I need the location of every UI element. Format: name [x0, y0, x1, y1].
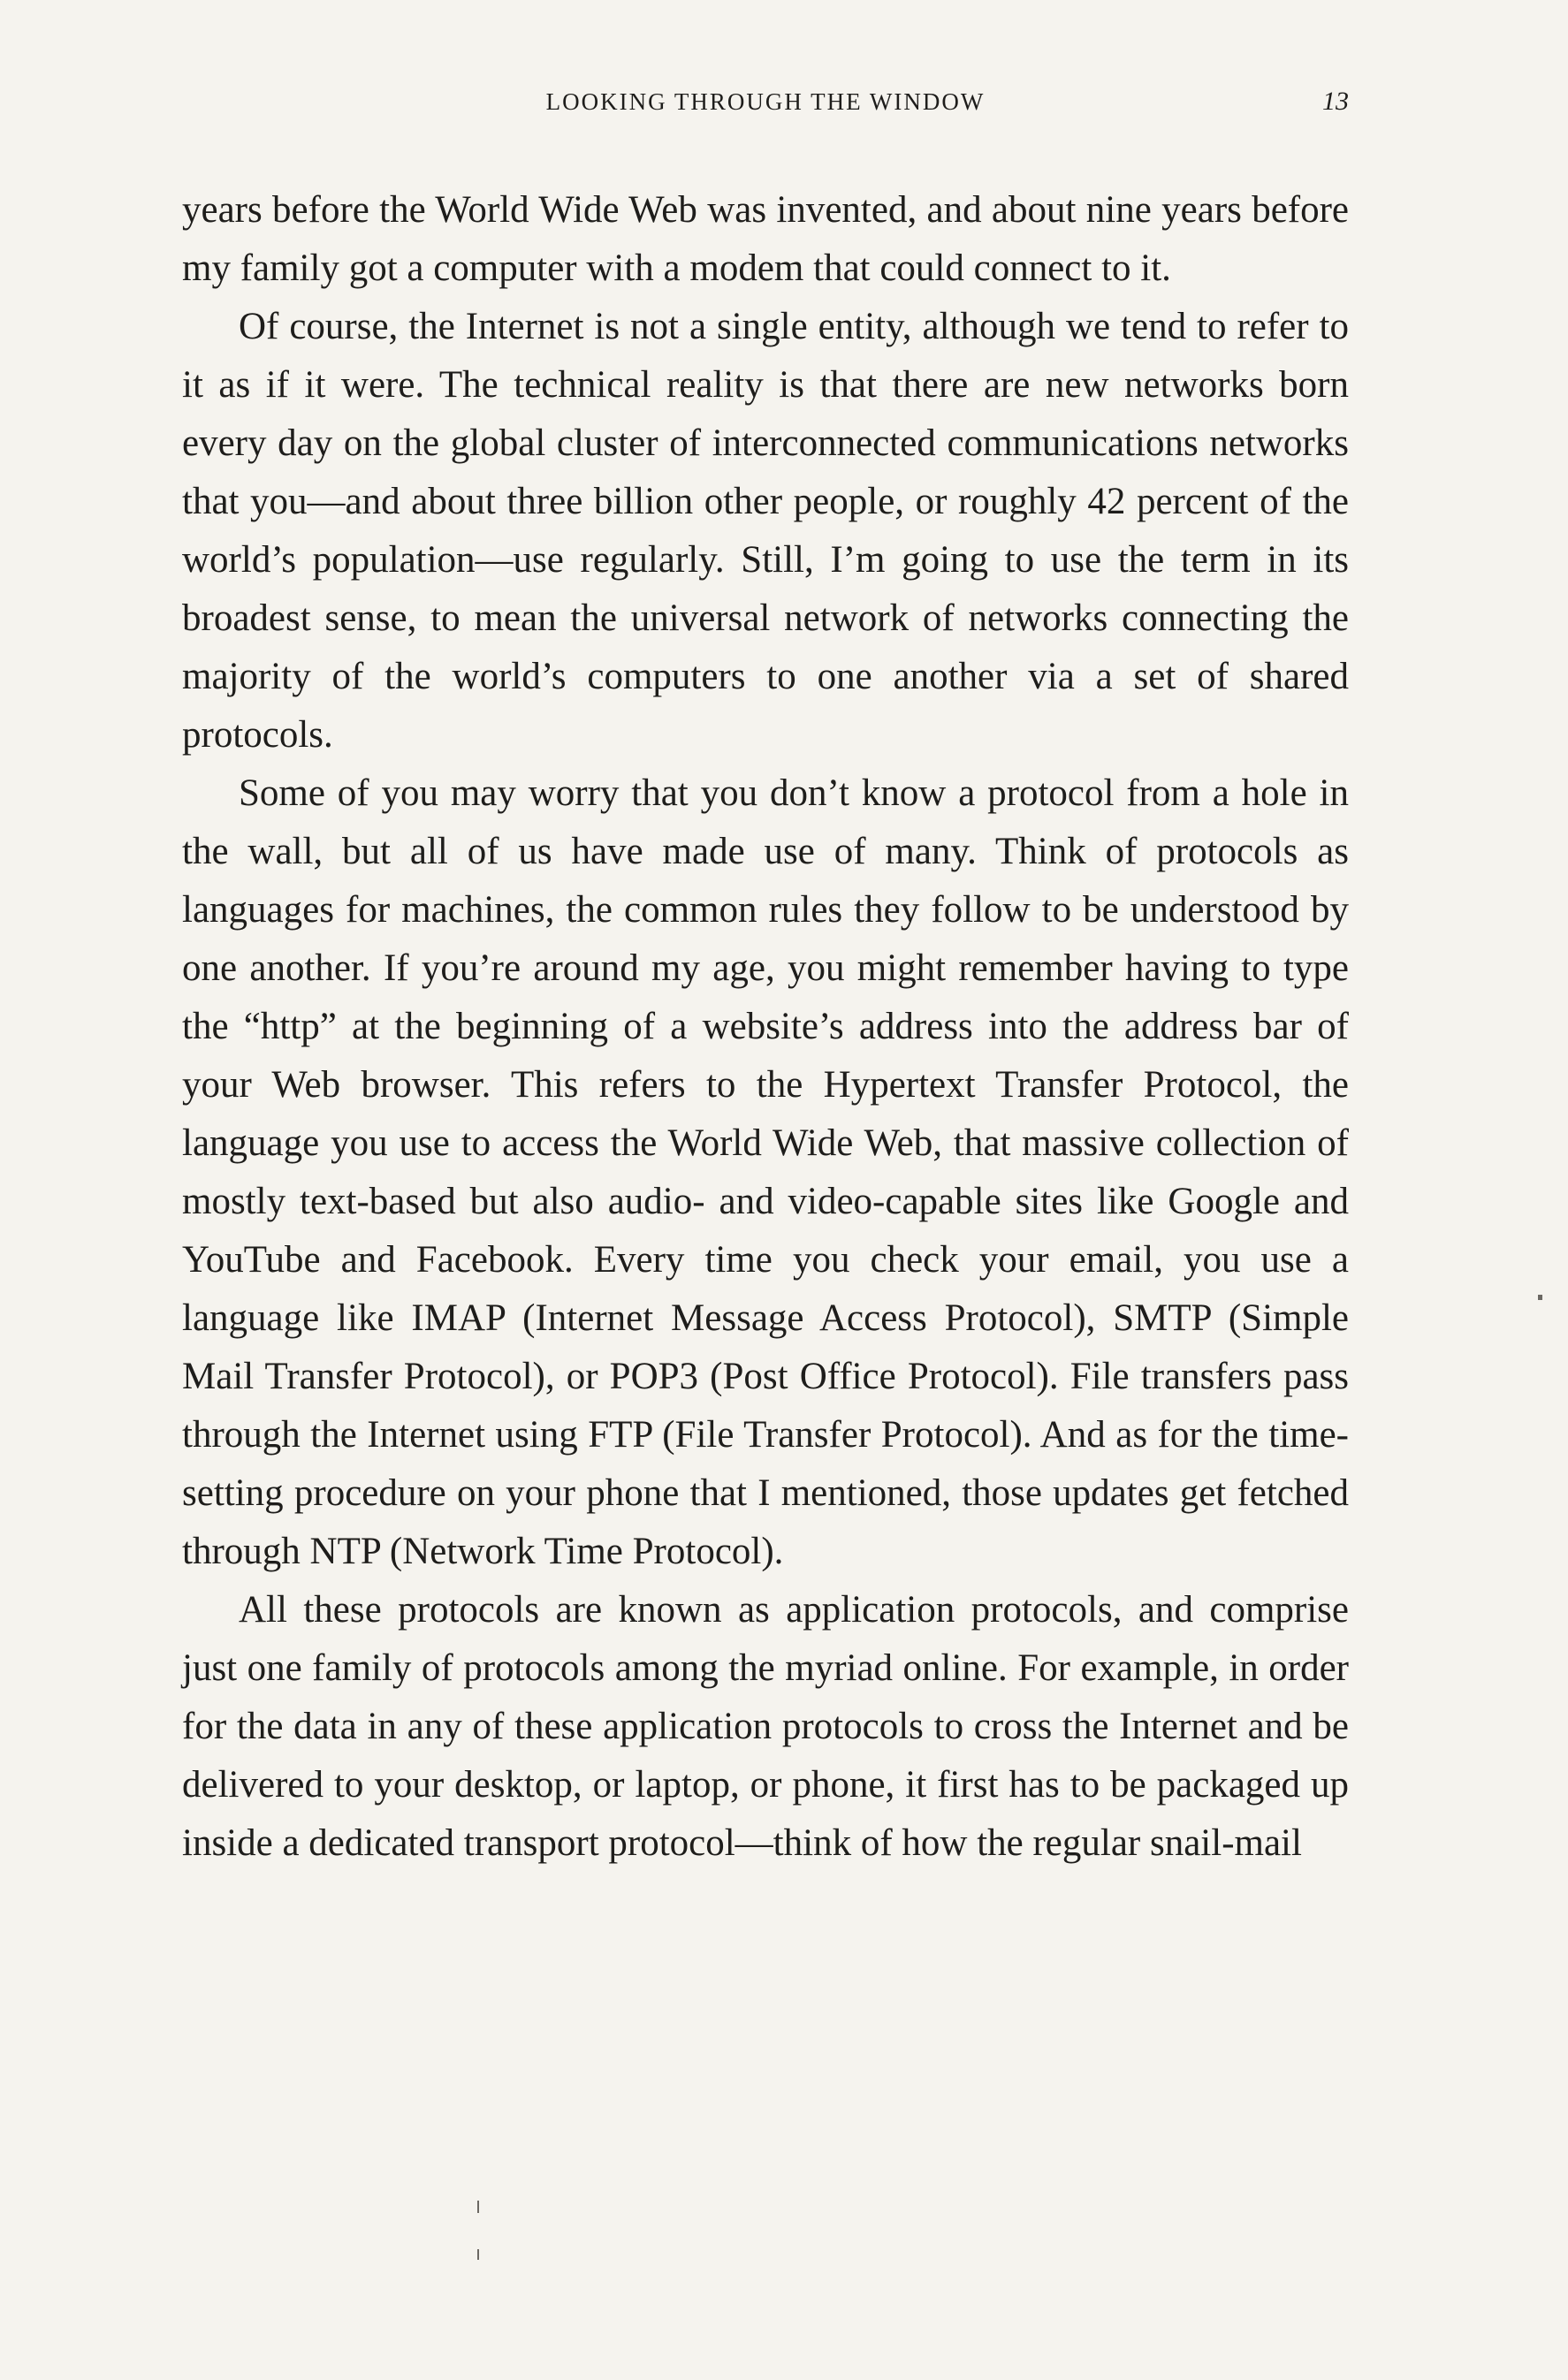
paragraph-application-protocols: All these protocols are known as application protocols, and comprise just one family of protocols among the myriad online. For example, in order for the data in any of these application protocols to cross the Internet and be delivered to your desktop, or laptop, or phone, it first has to be packaged up inside a dedicated transport protocol—think of how the regular snail-mail [182, 1589, 1349, 1864]
paragraph-internet-entity: Of course, the Internet is not a single entity, although we tend to refer to it as if it were. The technical reality is that there are new networks born every day on the global cluster of interconnected communications networks that you—and about three billion other people, or roughly 42 percent of the world’s population—use regularly. Still, I’m going to use the term in its broadest sense, to mean the universal network of networks connecting the majority of the world’s computers to one another via a set of shared protocols. [182, 306, 1349, 756]
scan-speck [477, 2249, 479, 2260]
paragraph-protocols: Some of you may worry that you don’t know a protocol from a hole in the wall, but all of us have made use of many. Think of protocols as languages for machines, the common rules they follow to be understood by one another. If you’re around my age, you might remember having to type the “http” at the beginning of a website’s address into the address bar of your Web browser. This refers to the Hypertext Transfer Protocol, the language you use to access the World Wide Web, that massive collection of mostly text-based but also audio- and video-capable sites like Google and YouTube and Facebook. Every time you check your email, you use a language like IMAP (Internet Message Access Protocol), SMTP (Simple Mail Transfer Protocol), or POP3 (Post Office Protocol). File transfers pass through the Internet using FTP (File Transfer Protocol). And as for the time-setting procedure on your phone that I mentioned, those updates get fetched through NTP (Network Time Protocol). [182, 772, 1349, 1572]
running-title: LOOKING THROUGH THE WINDOW [545, 88, 986, 115]
running-head [182, 85, 1349, 120]
page-number: 13 [1322, 87, 1349, 116]
scan-speck [1538, 1295, 1542, 1300]
body-text [182, 181, 1349, 1873]
paragraph-continued: years before the World Wide Web was invented, and about nine years before my family got a computer with a modem that could connect to it. [182, 189, 1349, 289]
scan-speck [477, 2201, 479, 2213]
